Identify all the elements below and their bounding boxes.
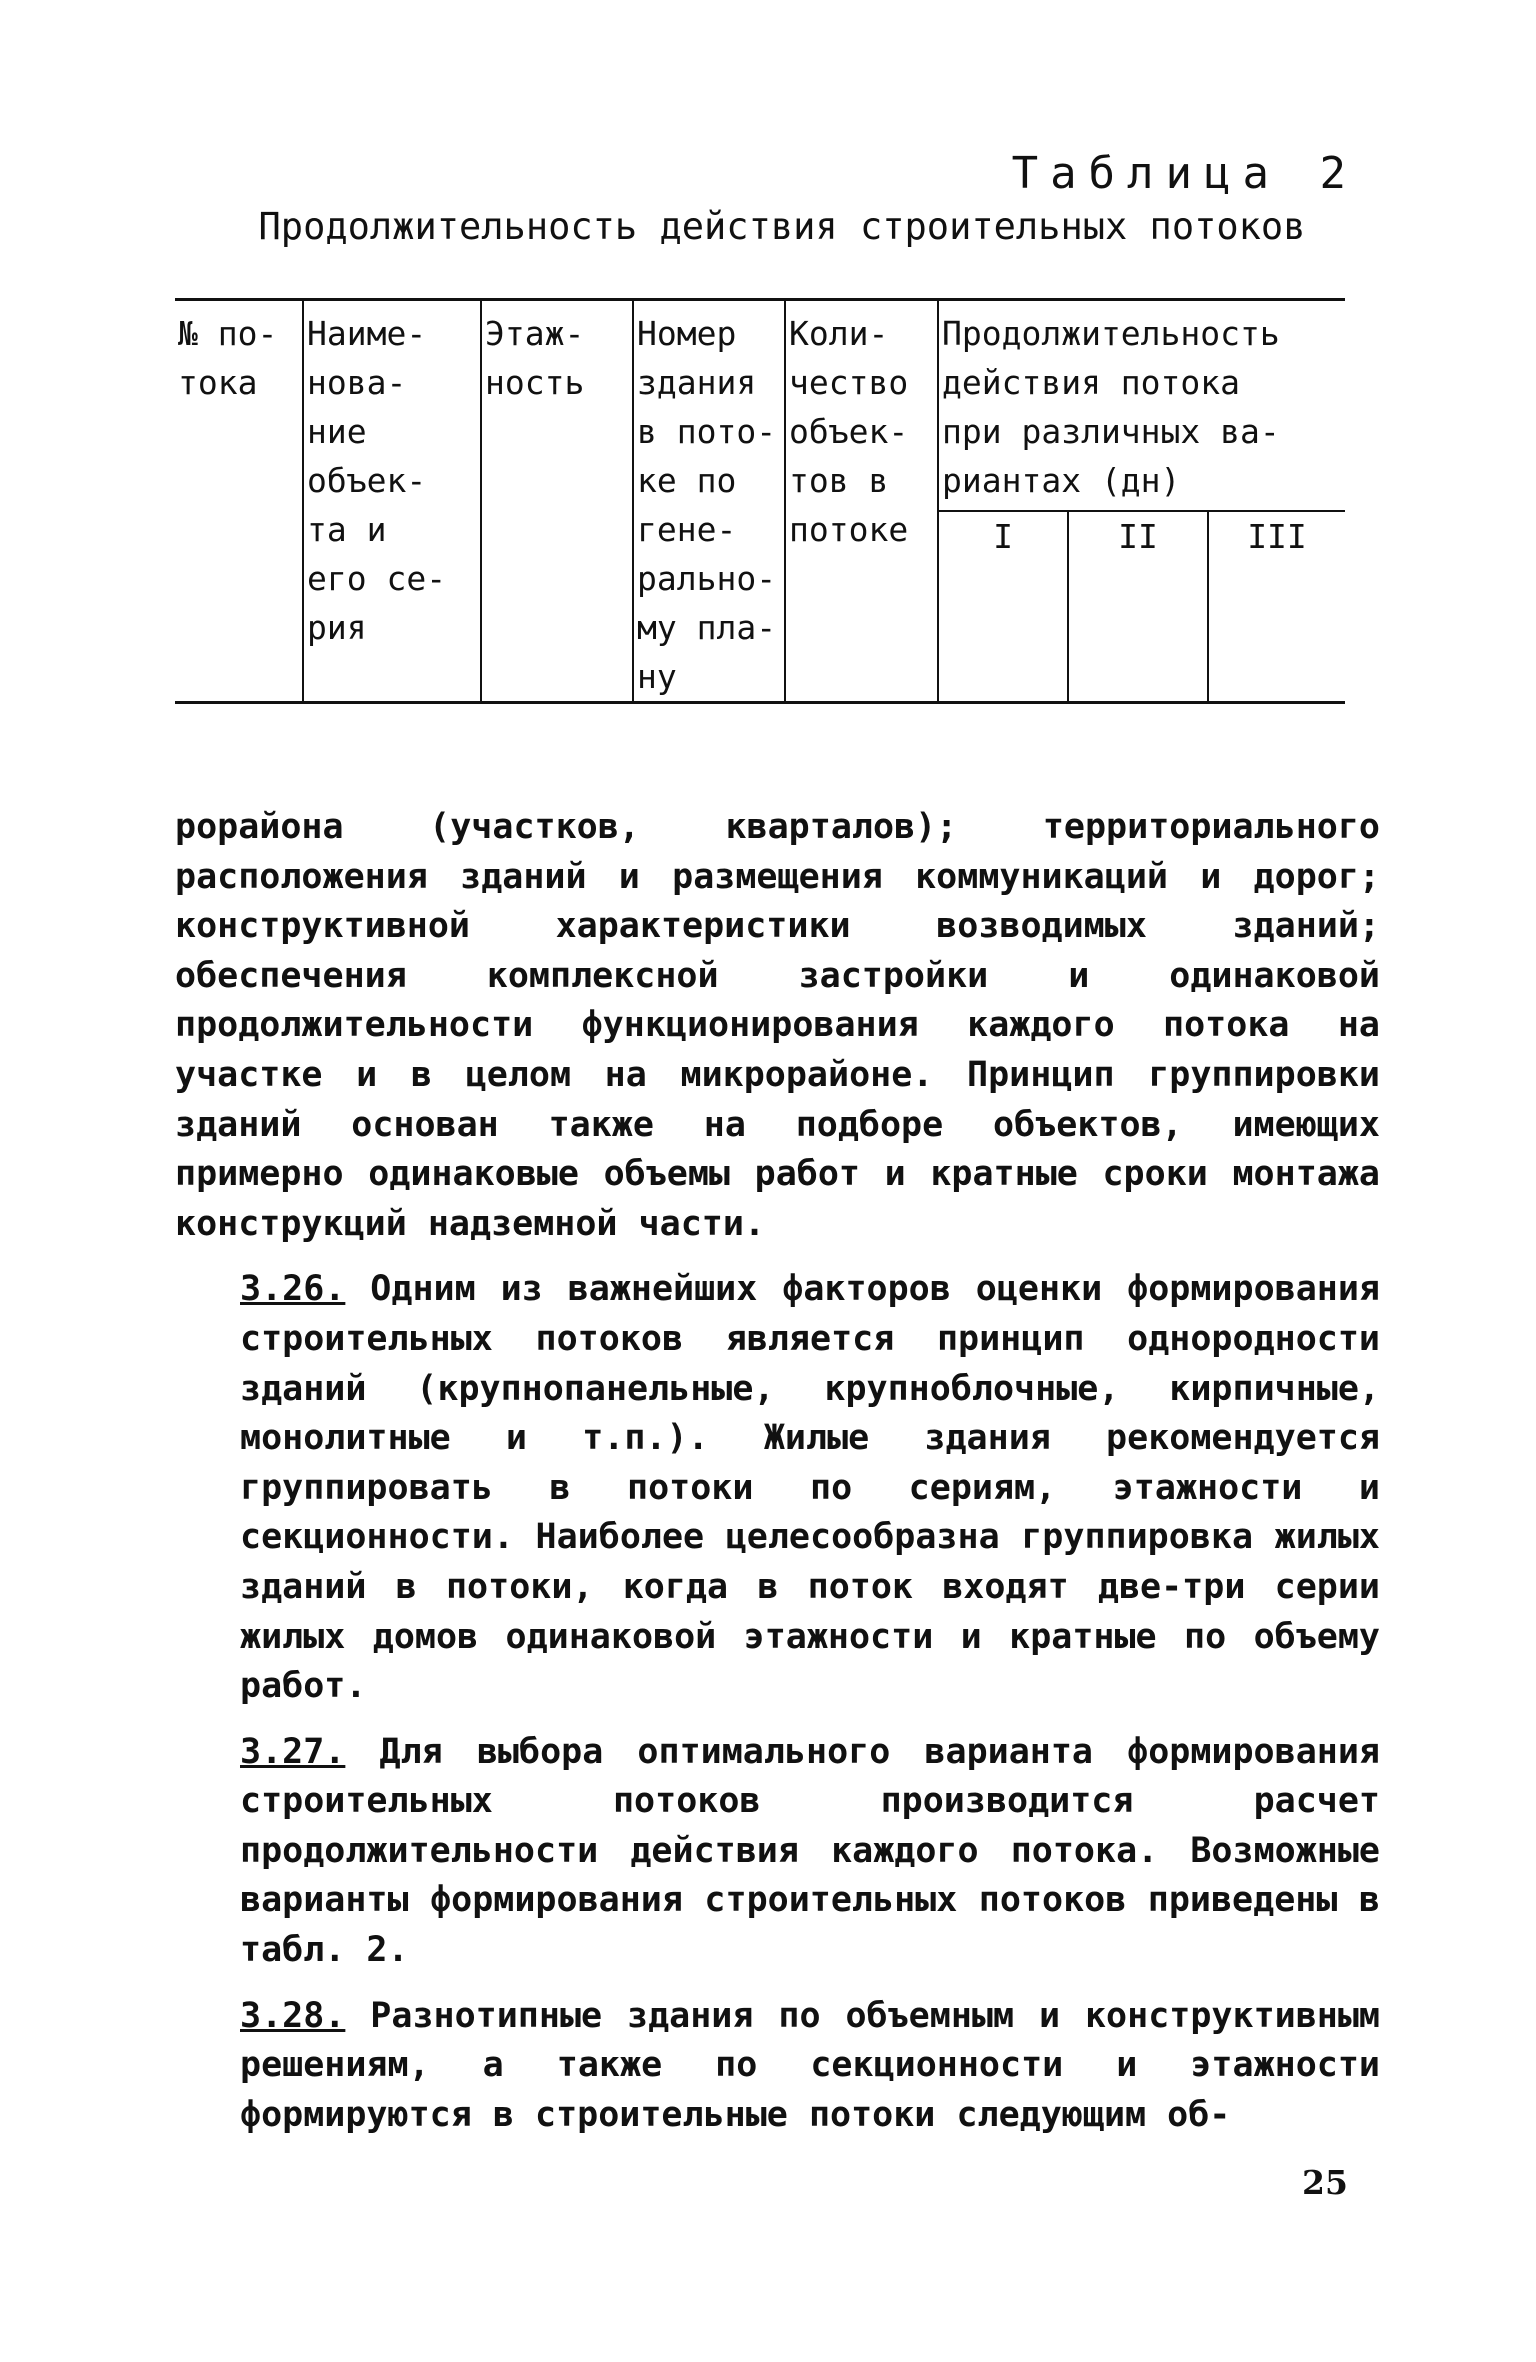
- paragraph-text: Для выбора оптимального варианта формирования строительных потоков производится расчет продолжительности действия каждого потока. Возможные варианты формирования строительных потоков приведены в табл. 2.: [240, 1731, 1380, 1971]
- header-flow-number: № по- тока: [175, 300, 303, 703]
- page-number: 25: [1302, 2163, 1348, 2202]
- paragraph-text: Разнотипные здания по объемным и конструктивным решениям, а также по секционности и этажности формируются в строительные потоки следующим об-: [240, 1995, 1380, 2135]
- paragraph-3-27: [175, 1728, 1380, 1976]
- paragraph-continuation: [175, 803, 1380, 1249]
- duration-table: [175, 298, 1345, 704]
- header-object-name: Наиме- нова- ние объек- та и его се- рия: [303, 300, 481, 703]
- header-object-count: Коли- чество объек- тов в потоке: [785, 300, 938, 703]
- paragraph-text: рорайона (участков, кварталов); территориального расположения зданий и размещения коммуникаций и дорог; конструктивной характеристики возводимых зданий; обеспечения комплексной застройки и одинаковой продолжительности функционирования каждого потока на участке и в целом на микрорайоне. Принцип группировки зданий основан также на подборе объектов, имеющих примерно одинаковые объемы работ и кратные сроки монтажа конструкций надземной части.: [175, 807, 1380, 1244]
- section-number: 3.26.: [240, 1269, 346, 1310]
- header-variant-1: I: [938, 511, 1068, 702]
- paragraph-3-26: [175, 1265, 1380, 1711]
- header-variant-2: II: [1068, 511, 1208, 702]
- body-text: [175, 803, 1380, 2140]
- paragraph-text: Одним из важнейших факторов оценки формирования строительных потоков является принцип однородности зданий (крупнопанельные, крупноблочные, кирпичные, монолитные и т.п.). Жилые здания рекомендуется группировать в потоки по сериям, этажности и секционности. Наиболее целесообразна группировка жилых зданий в потоки, когда в поток входят две-три серии жилых домов одинаковой этажности и кратные по объему работ.: [240, 1269, 1380, 1707]
- header-building-number: Номер здания в пото- ке по гене- рально- му пла- ну: [633, 300, 785, 703]
- header-duration-group: Продолжительность действия потока при различных ва- риантах (дн): [938, 300, 1345, 512]
- paragraph-3-28: [175, 1992, 1380, 2141]
- table-caption: Продолжительность действия строительных потоков: [258, 205, 1306, 248]
- section-number: 3.28.: [240, 1995, 346, 2036]
- section-number: 3.27.: [240, 1731, 346, 1772]
- table-label: Таблица 2: [1011, 148, 1358, 199]
- header-floors: Этаж- ность: [481, 300, 633, 703]
- header-variant-3: III: [1208, 511, 1345, 702]
